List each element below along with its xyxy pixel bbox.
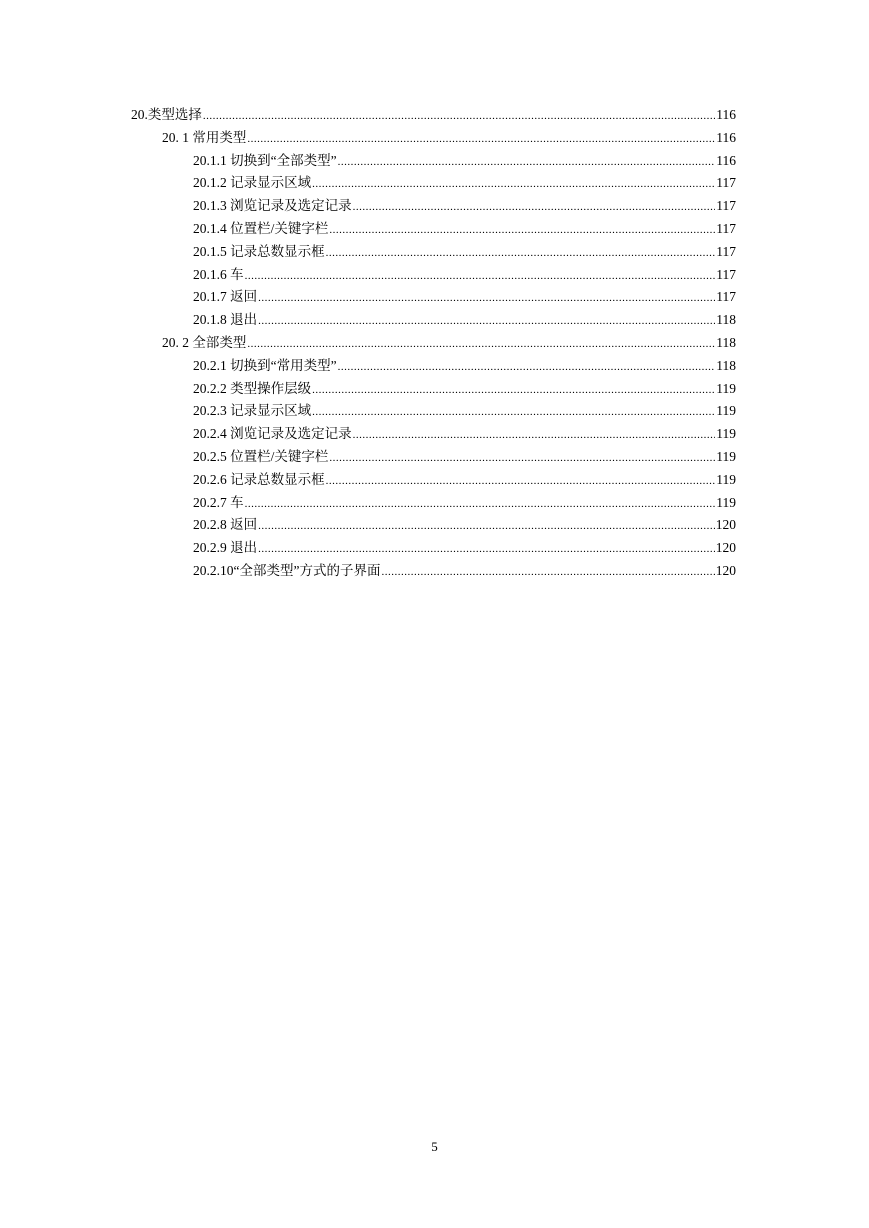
toc-entry-title: 20.1.8 退出: [193, 309, 258, 332]
toc-entry-page: 119: [715, 400, 736, 423]
toc-entry-title: 20. 1 常用类型: [162, 127, 247, 150]
toc-dot-leader: [338, 151, 716, 174]
toc-entry-title: 20.类型选择: [131, 104, 203, 127]
toc-entry-title: 20.2.10“全部类型”方式的子界面: [193, 560, 381, 583]
toc-entry-title: 20.1.3 浏览记录及选定记录: [193, 195, 353, 218]
toc-entry-page: 117: [715, 172, 736, 195]
toc-entry-page: 116: [715, 150, 736, 173]
toc-dot-leader: [258, 515, 715, 538]
toc-dot-leader: [312, 379, 715, 402]
toc-entry-title: 20.2.3 记录显示区域: [193, 400, 312, 423]
toc-entry-page: 117: [715, 241, 736, 264]
toc-dot-leader: [326, 242, 716, 265]
toc-dot-leader: [338, 356, 716, 379]
toc-entry[interactable]: [0, 241, 869, 264]
toc-entry[interactable]: [0, 560, 869, 583]
toc-entry-title: 20.1.6 车: [193, 264, 245, 287]
toc-entry[interactable]: [0, 195, 869, 218]
toc-entry[interactable]: [0, 309, 869, 332]
toc-dot-leader: [247, 128, 715, 151]
toc-entry-page: 117: [715, 218, 736, 241]
toc-entry[interactable]: [0, 378, 869, 401]
toc-entry-title: 20.1.1 切换到“全部类型”: [193, 150, 338, 173]
toc-entry-title: 20.2.5 位置栏/关键字栏: [193, 446, 329, 469]
toc-entry-page: 119: [715, 446, 736, 469]
toc-dot-leader: [258, 538, 715, 561]
toc-entry[interactable]: [0, 127, 869, 150]
toc-entry[interactable]: [0, 469, 869, 492]
toc-dot-leader: [381, 561, 714, 584]
toc-dot-leader: [329, 447, 715, 470]
toc-entry[interactable]: [0, 264, 869, 287]
toc-entry-page: 117: [715, 264, 736, 287]
toc-entry-title: 20.1.7 返回: [193, 286, 258, 309]
toc-entry[interactable]: [0, 423, 869, 446]
toc-entry-title: 20.1.4 位置栏/关键字栏: [193, 218, 329, 241]
toc-entry[interactable]: [0, 332, 869, 355]
toc-entry-title: 20. 2 全部类型: [162, 332, 247, 355]
toc-entry-page: 119: [715, 469, 736, 492]
toc-entry[interactable]: [0, 286, 869, 309]
toc-entry-page: 119: [715, 492, 736, 515]
toc-entry[interactable]: [0, 400, 869, 423]
toc-entry-page: 119: [715, 378, 736, 401]
toc-entry-title: 20.1.5 记录总数显示框: [193, 241, 326, 264]
table-of-contents: [0, 104, 869, 583]
toc-entry-page: 117: [715, 195, 736, 218]
toc-dot-leader: [258, 310, 715, 333]
toc-entry[interactable]: [0, 446, 869, 469]
toc-entry-page: 120: [715, 514, 736, 537]
toc-entry-title: 20.2.6 记录总数显示框: [193, 469, 326, 492]
toc-dot-leader: [258, 287, 715, 310]
toc-entry[interactable]: [0, 537, 869, 560]
toc-entry-title: 20.2.2 类型操作层级: [193, 378, 312, 401]
toc-entry-title: 20.2.1 切换到“常用类型”: [193, 355, 338, 378]
toc-entry-title: 20.2.7 车: [193, 492, 245, 515]
toc-entry-title: 20.2.4 浏览记录及选定记录: [193, 423, 353, 446]
toc-entry-page: 119: [715, 423, 736, 446]
toc-entry[interactable]: [0, 150, 869, 173]
toc-entry[interactable]: [0, 104, 869, 127]
toc-entry[interactable]: [0, 492, 869, 515]
toc-entry-page: 118: [715, 355, 736, 378]
toc-entry-page: 116: [715, 104, 736, 127]
toc-entry-title: 20.1.2 记录显示区域: [193, 172, 312, 195]
toc-entry-title: 20.2.9 退出: [193, 537, 258, 560]
toc-dot-leader: [245, 265, 716, 288]
toc-entry-page: 116: [715, 127, 736, 150]
toc-entry-page: 120: [715, 560, 736, 583]
toc-dot-leader: [353, 424, 716, 447]
toc-dot-leader: [312, 173, 715, 196]
toc-dot-leader: [203, 105, 715, 128]
toc-entry[interactable]: [0, 355, 869, 378]
toc-entry[interactable]: [0, 172, 869, 195]
toc-entry-page: 117: [715, 286, 736, 309]
toc-dot-leader: [326, 470, 716, 493]
toc-dot-leader: [245, 493, 716, 516]
toc-dot-leader: [353, 196, 716, 219]
toc-entry[interactable]: [0, 514, 869, 537]
toc-entry-page: 118: [715, 332, 736, 355]
toc-dot-leader: [312, 401, 715, 424]
toc-entry-page: 120: [715, 537, 736, 560]
toc-dot-leader: [329, 219, 715, 242]
page-number: 5: [431, 1139, 438, 1154]
toc-entry[interactable]: [0, 218, 869, 241]
toc-dot-leader: [247, 333, 715, 356]
toc-entry-title: 20.2.8 返回: [193, 514, 258, 537]
toc-entry-page: 118: [715, 309, 736, 332]
